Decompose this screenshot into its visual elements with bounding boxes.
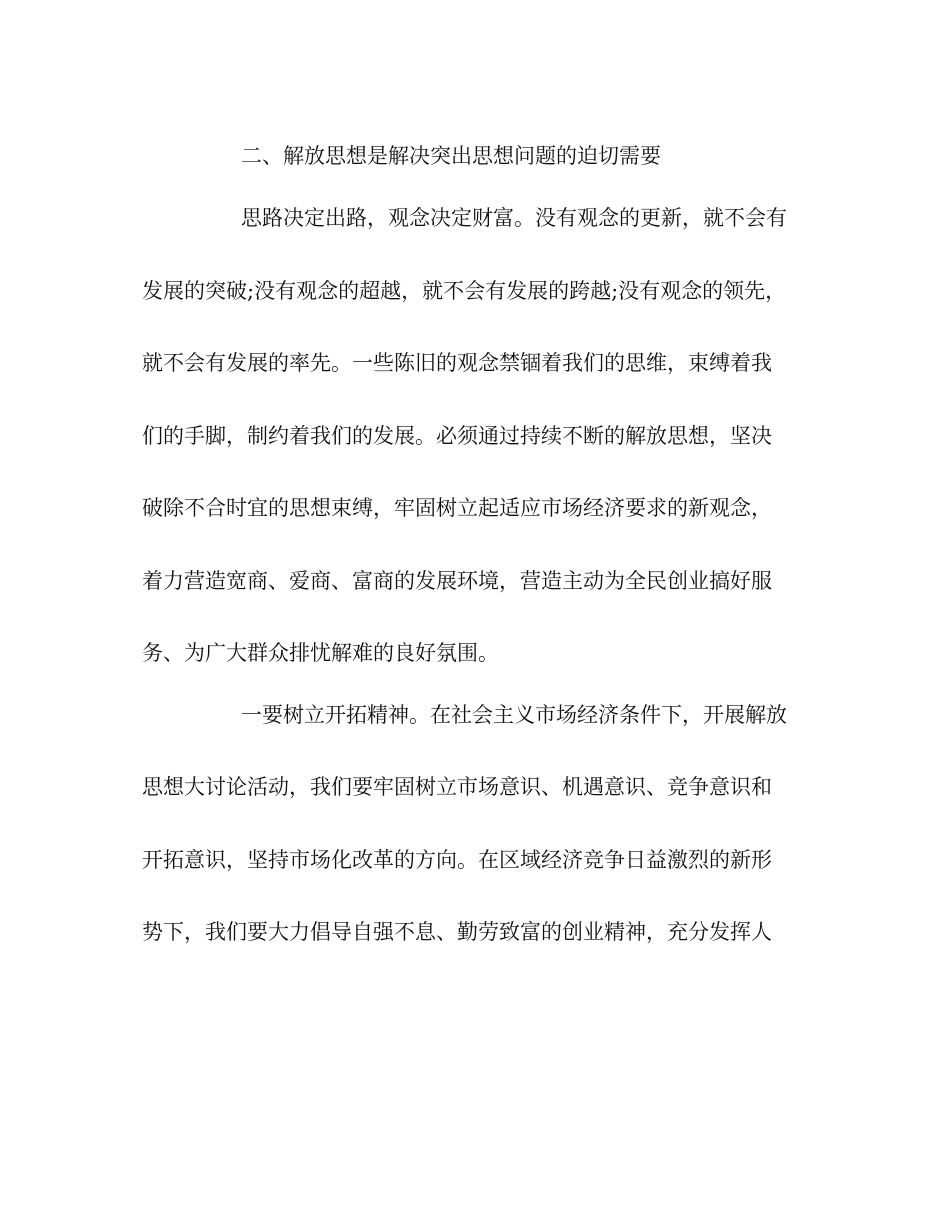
paragraph-line: 务、为广大群众排忧解难的良好氛围。	[142, 641, 499, 665]
paragraph-line: 着力营造宽商、爱商、富商的发展环境，营造主动为全民创业搞好服	[142, 569, 772, 593]
paragraph-line: 们的手脚，制约着我们的发展。必须通过持续不断的解放思想，坚决	[142, 424, 772, 448]
paragraph-line: 思路决定出路，观念决定财富。没有观念的更新，就不会有	[241, 206, 787, 230]
paragraph-line: 破除不合时宜的思想束缚，牢固树立起适应市场经济要求的新观念，	[142, 496, 772, 520]
paragraph-line: 发展的突破;没有观念的超越，就不会有发展的跨越;没有观念的领先，	[142, 279, 787, 303]
paragraph-line: 就不会有发展的率先。一些陈旧的观念禁锢着我们的思维，束缚着我	[142, 351, 772, 375]
paragraph-line: 开拓意识，坚持市场化改革的方向。在区域经济竞争日益激烈的新形	[142, 848, 772, 872]
paragraph-line: 势下，我们要大力倡导自强不息、勤劳致富的创业精神，充分发挥人	[142, 920, 772, 944]
paragraph-line: 一要树立开拓精神。在社会主义市场经济条件下，开展解放	[241, 703, 787, 727]
paragraph-line: 思想大讨论活动，我们要牢固树立市场意识、机遇意识、竞争意识和	[142, 775, 772, 799]
section-heading: 二、解放思想是解决突出思想问题的迫切需要	[241, 144, 661, 168]
